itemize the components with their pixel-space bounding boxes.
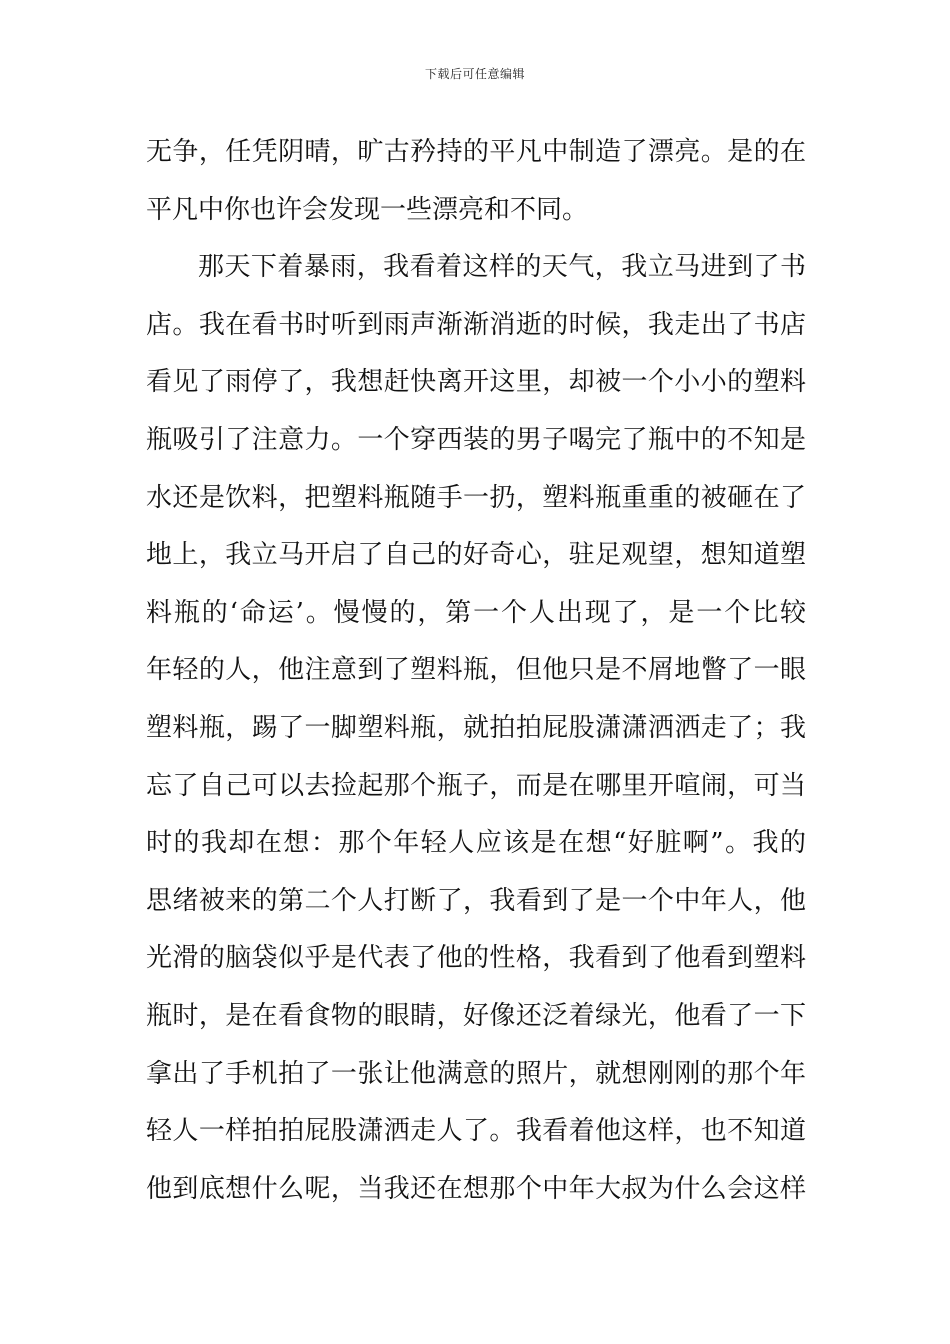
- text-line: 时的我却在想：那个年轻人应该是在想“好脏啊”。我的: [146, 828, 806, 859]
- text-line: 店。我在看书时听到雨声渐渐消逝的时候，我走出了书店: [146, 309, 806, 340]
- text-line: 料瓶的‘命运’。慢慢的，第一个人出现了，是一个比较: [146, 597, 806, 628]
- text-line: 瓶时，是在看食物的眼睛，好像还泛着绿光，他看了一下: [146, 1000, 806, 1031]
- text-line: 他到底想什么呢，当我还在想那个中年大叔为什么会这样: [146, 1173, 806, 1204]
- text-line: 拿出了手机拍了一张让他满意的照片，就想刚刚的那个年: [146, 1058, 806, 1089]
- text-line: 水还是饮料，把塑料瓶随手一扔，塑料瓶重重的被砸在了: [146, 482, 806, 513]
- text-line: 塑料瓶，踢了一脚塑料瓶，就拍拍屁股潇潇洒洒走了；我: [146, 712, 806, 743]
- text-line: 瓶吸引了注意力。一个穿西装的男子喝完了瓶中的不知是: [146, 424, 806, 455]
- text-line: 那天下着暴雨，我看着这样的天气，我立马进到了书: [198, 252, 806, 283]
- text-line: 年轻的人，他注意到了塑料瓶，但他只是不屑地瞥了一眼: [146, 655, 806, 686]
- page-header: 下载后可任意编辑: [424, 67, 525, 81]
- text-line: 平凡中你也许会发现一些漂亮和不同。: [146, 194, 589, 225]
- text-line: 地上，我立马开启了自己的好奇心，驻足观望，想知道塑: [146, 540, 806, 571]
- text-line: 思绪被来的第二个人打断了，我看到了是一个中年人，他: [146, 885, 806, 916]
- text-line: 无争，任凭阴晴，旷古矜持的平凡中制造了漂亮。是的在: [146, 137, 806, 167]
- text-line: 光滑的脑袋似乎是代表了他的性格，我看到了他看到塑料: [146, 943, 806, 974]
- body-text: [146, 124, 806, 1218]
- text-line: 忘了自己可以去捡起那个瓶子，而是在哪里开喧闹，可当: [146, 770, 806, 801]
- text-line: 轻人一样拍拍屁股潇洒走人了。我看着他这样，也不知道: [146, 1116, 806, 1147]
- text-line: 看见了雨停了，我想赶快离开这里，却被一个小小的塑料: [146, 367, 806, 398]
